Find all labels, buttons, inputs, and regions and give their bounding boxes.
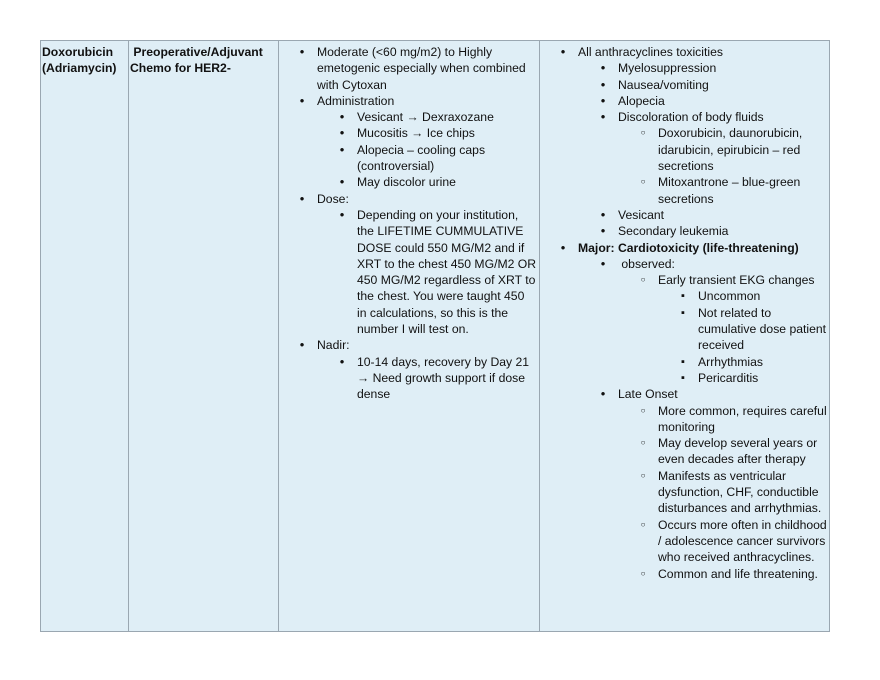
- list-item: [280, 93, 537, 191]
- list-item-text: 10-14 days, recovery by Day 21 → Need growth support if dose dense: [357, 354, 533, 402]
- circle-bullet-icon: [635, 174, 651, 190]
- drug-table: [40, 40, 830, 632]
- list-item-text: Vesicant → Dexraxozane: [357, 110, 494, 125]
- list-item-text: Doxorubicin, daunorubicin, idarubicin, epirubicin – red secretions: [658, 126, 806, 174]
- list-item-text: Depending on your institution, the LIFETIME CUMMULATIVE DOSE could 550 MG/M2 and if XRT to the chest 450 MG/M2 OR 450 MG/M2 regardless of XRT to the chest. You were taught 450 in calculations, so this is the number I will test on.: [357, 207, 540, 337]
- list-item-text: Mucositis → Ice chips: [357, 126, 475, 141]
- list-item-text: May discolor urine: [357, 175, 456, 190]
- list-item: [618, 435, 827, 468]
- list-item: [618, 272, 830, 386]
- notes-list: [280, 44, 540, 403]
- bullet-icon: [334, 354, 350, 372]
- table-row: [41, 41, 830, 632]
- list-item: [317, 125, 537, 141]
- list-item-text: Late Onset: [618, 387, 678, 402]
- list-item: [618, 566, 827, 582]
- list-item-text: Secondary leukemia: [618, 224, 729, 239]
- bullet-icon: [555, 44, 571, 62]
- list-item: [658, 354, 827, 370]
- bullet-icon: [294, 93, 310, 111]
- list-item-text: Vesicant: [618, 207, 665, 222]
- bullet-icon: [294, 44, 310, 62]
- bullet-list-level-3: [618, 403, 831, 582]
- circle-bullet-icon: [635, 435, 651, 451]
- bullet-icon: [334, 207, 350, 225]
- list-item-text: Not related to cumulative dose patient received: [698, 305, 830, 353]
- bullet-list-level-1: [280, 44, 540, 403]
- indication-line: Chemo for HER2-: [130, 61, 231, 76]
- circle-bullet-icon: [635, 125, 651, 141]
- list-item: [618, 174, 827, 207]
- list-item-text: Alopecia – cooling caps (controversial): [357, 142, 489, 174]
- list-item-text: Arrhythmias: [698, 354, 764, 369]
- list-item: [578, 77, 827, 93]
- toxicities-list: [541, 44, 831, 582]
- bullet-list-level-2: [578, 60, 827, 239]
- list-item-text: observed:: [618, 256, 675, 271]
- bullet-icon: [595, 256, 611, 274]
- list-item: [578, 207, 827, 223]
- bullet-icon: [294, 191, 310, 209]
- list-item: [317, 174, 537, 190]
- bullet-list-level-2: [317, 207, 540, 337]
- drug-name-cell: [41, 41, 129, 632]
- list-item-text: Manifests as ventricular dysfunction, CHF, conductible disturbances and arrhythmias.: [658, 468, 822, 516]
- bullet-list-level-2: [317, 109, 537, 190]
- list-item: [658, 305, 830, 354]
- circle-bullet-icon: [635, 272, 651, 288]
- list-item-text: Nausea/vomiting: [618, 77, 709, 92]
- square-bullet-icon: [675, 288, 691, 305]
- list-item: [280, 337, 537, 402]
- list-item-text: Nadir:: [317, 338, 350, 353]
- bullet-icon: [334, 142, 350, 160]
- bullet-list-level-3: [618, 272, 830, 386]
- list-item: [541, 44, 827, 240]
- list-item: [578, 109, 827, 207]
- list-item-text: More common, requires careful monitoring: [658, 403, 831, 434]
- list-item: [541, 240, 831, 582]
- circle-bullet-icon: [635, 566, 651, 582]
- list-item: [578, 256, 830, 386]
- bullet-list-level-4: [658, 288, 830, 386]
- list-item: [618, 468, 827, 517]
- list-item: [658, 370, 827, 386]
- list-item-text: All anthracyclines toxicities: [578, 45, 723, 59]
- bullet-icon: [555, 240, 571, 258]
- list-item: [280, 44, 537, 93]
- list-item-text: Moderate (<60 mg/m2) to Highly emetogenic especially when combined with Cytoxan: [317, 45, 530, 92]
- list-item-text: Myelosuppression: [618, 61, 717, 76]
- bullet-icon: [595, 109, 611, 127]
- administration-notes-cell: [279, 41, 540, 632]
- list-item-text: Alopecia: [618, 93, 665, 108]
- list-item: [618, 403, 831, 436]
- list-item-text: Pericarditis: [698, 370, 759, 385]
- indication-cell: [129, 41, 279, 632]
- list-item: [578, 93, 827, 109]
- list-item: [618, 517, 831, 566]
- list-item-text: May develop several years or even decades after therapy: [658, 436, 821, 467]
- bullet-list-level-2: [578, 256, 831, 582]
- list-item: [578, 386, 831, 582]
- list-item: [578, 223, 827, 239]
- bullet-icon: [294, 337, 310, 355]
- list-item-text: Administration: [317, 93, 395, 108]
- list-item: [280, 191, 540, 338]
- list-item: [317, 207, 540, 337]
- toxicities-cell: [540, 41, 830, 632]
- list-item-text: Common and life threatening.: [658, 566, 818, 581]
- list-item: [317, 354, 537, 403]
- drug-brand-name: (Adriamycin): [42, 61, 117, 76]
- circle-bullet-icon: [635, 403, 651, 419]
- circle-bullet-icon: [635, 468, 651, 484]
- list-item: [618, 125, 827, 174]
- list-item-text: Early transient EKG changes: [658, 273, 815, 288]
- list-item-text: Discoloration of body fluids: [618, 110, 764, 125]
- bullet-list-level-3: [618, 125, 827, 206]
- square-bullet-icon: [675, 370, 691, 387]
- bullet-list-level-2: [317, 354, 537, 403]
- circle-bullet-icon: [635, 517, 651, 533]
- list-item: [317, 109, 537, 125]
- list-item: [317, 142, 537, 175]
- list-item-text: Uncommon: [698, 289, 761, 304]
- square-bullet-icon: [675, 354, 691, 371]
- indication-line: Preoperative/Adjuvant: [130, 45, 263, 59]
- list-item-text: Mitoxantrone – blue-green secretions: [658, 175, 804, 206]
- square-bullet-icon: [675, 305, 691, 322]
- list-item-text: Major: Cardiotoxicity (life-threatening): [578, 240, 799, 255]
- bullet-icon: [595, 386, 611, 404]
- list-item: [578, 60, 827, 76]
- list-item: [658, 288, 827, 304]
- list-item-text: Occurs more often in childhood / adolescence cancer survivors who received anthracyclines.: [658, 517, 831, 565]
- drug-name: Doxorubicin: [42, 45, 114, 59]
- bullet-list-level-1: [541, 44, 831, 582]
- list-item-text: Dose:: [317, 191, 349, 206]
